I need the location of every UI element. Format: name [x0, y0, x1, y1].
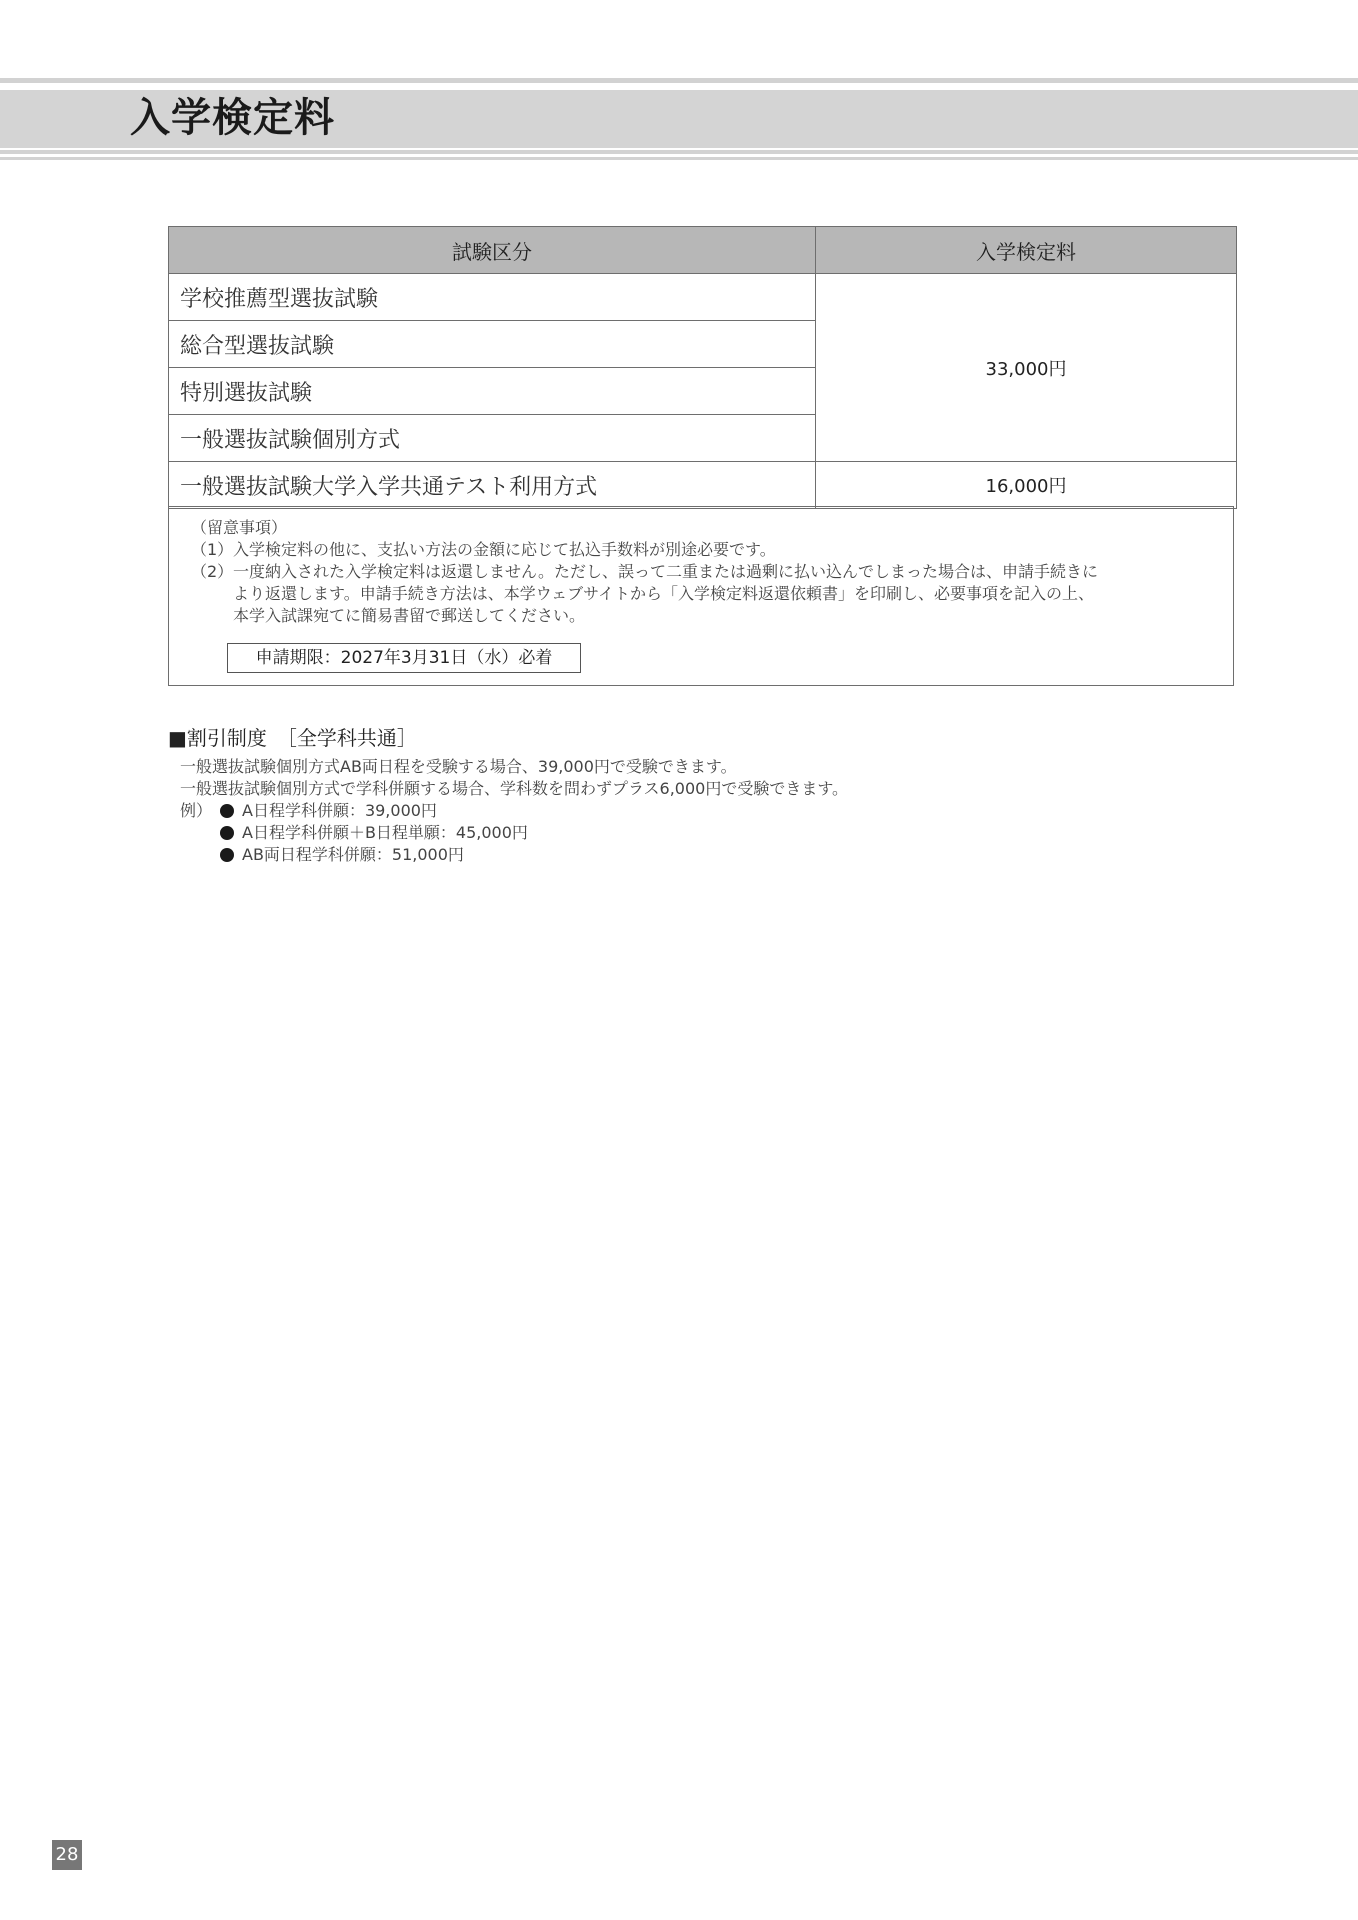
header-rule-bottom-2: [0, 157, 1358, 160]
column-header-category: 試験区分: [169, 227, 816, 274]
discount-line: 一般選抜試験個別方式AB両日程を受験する場合、39,000円で受験できます。: [180, 757, 737, 776]
deadline-box: 申請期限：2027年3月31日（水）必着: [227, 643, 581, 673]
example-item: AB両日程学科併願：51,000円: [242, 845, 464, 864]
note-number: （1）: [191, 540, 234, 559]
example-item: A日程学科併願＋B日程単願：45,000円: [242, 823, 528, 842]
note-number: （2）: [191, 562, 234, 581]
discount-line: 一般選抜試験個別方式で学科併願する場合、学科数を問わずプラス6,000円で受験できます。: [180, 779, 849, 798]
exam-category: 一般選抜試験個別方式: [169, 415, 816, 462]
discount-title: ■割引制度 ［全学科共通］: [168, 726, 417, 750]
bullet-icon: [220, 826, 234, 840]
table-row: [169, 462, 1237, 509]
table-row: [169, 274, 1237, 321]
table-header-row: [169, 227, 1237, 274]
note-text-line: 一度納入された入学検定料は返還しません。ただし、誤って二重または過剰に払い込んでしまった場合は、申請手続きに: [233, 562, 1098, 581]
note-text-line: 本学入試課宛てに簡易書留で郵送してください。: [233, 606, 586, 625]
bullet-icon: [220, 804, 234, 818]
page-number: 28: [52, 1840, 82, 1870]
example-label: 例）: [180, 801, 213, 820]
header-rule-bottom-1: [0, 150, 1358, 154]
note-text-line: より返還します。申請手続き方法は、本学ウェブサイトから「入学検定料返還依頼書」を印刷し、必要事項を記入の上、: [233, 584, 1094, 603]
example-item: A日程学科併願：39,000円: [242, 801, 437, 820]
exam-category: 特別選抜試験: [169, 368, 816, 415]
notes-box: [168, 506, 1234, 686]
notes-heading: （留意事項）: [191, 518, 288, 537]
note-text-line: 入学検定料の他に、支払い方法の金額に応じて払込手数料が別途必要です。: [233, 540, 776, 559]
header-rule-top: [0, 78, 1358, 83]
fee-table: [168, 226, 1237, 509]
exam-category: 総合型選抜試験: [169, 321, 816, 368]
fee-value: 16,000円: [816, 462, 1237, 509]
exam-category: 学校推薦型選抜試験: [169, 274, 816, 321]
page-title: 入学検定料: [130, 95, 335, 141]
exam-category: 一般選抜試験大学入学共通テスト利用方式: [169, 462, 816, 509]
fee-value: 33,000円: [816, 274, 1237, 462]
bullet-icon: [220, 848, 234, 862]
column-header-fee: 入学検定料: [816, 227, 1237, 274]
